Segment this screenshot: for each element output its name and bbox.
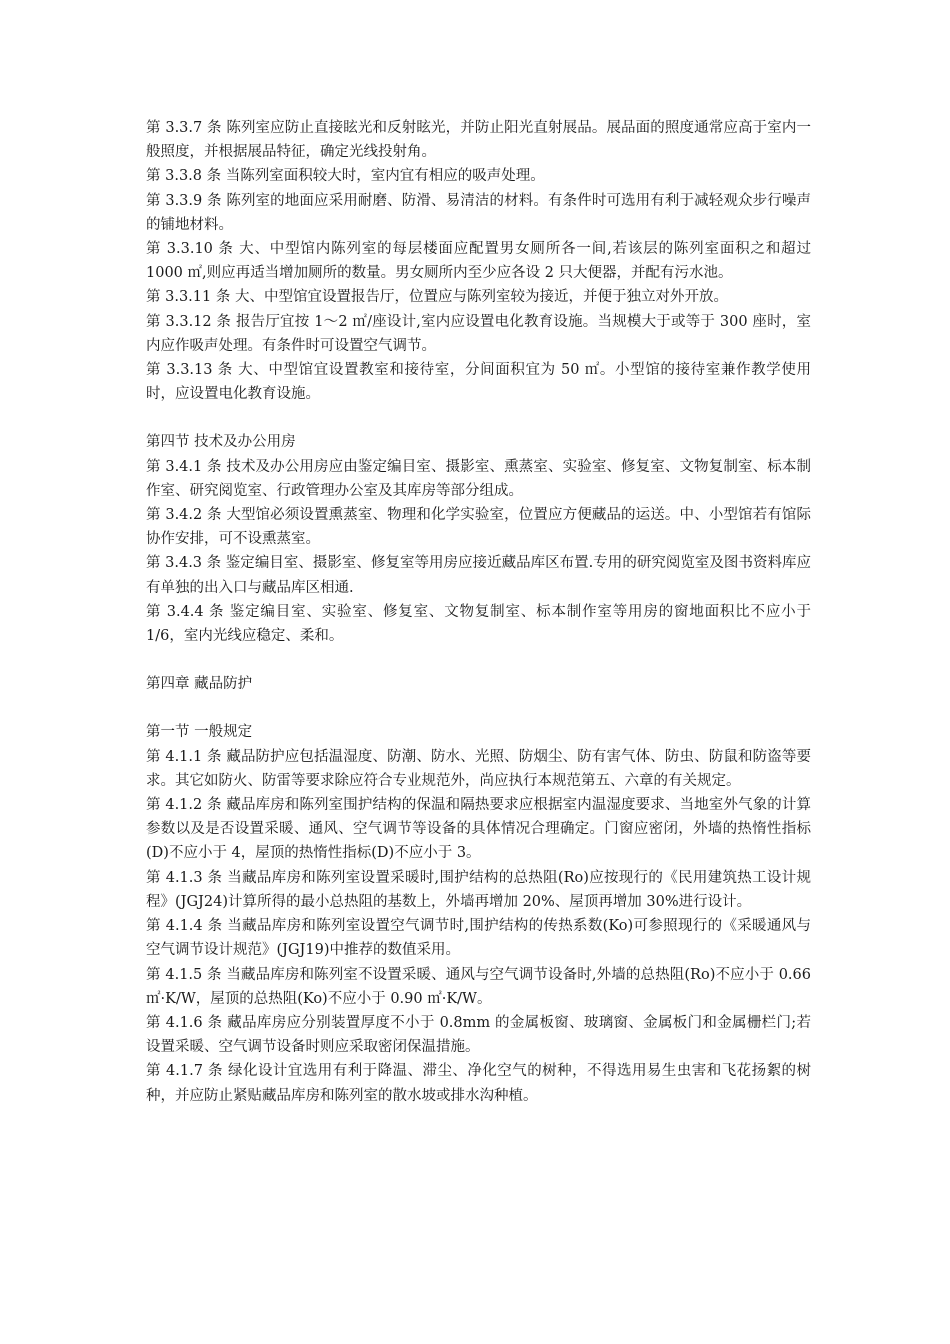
clause-4-1-6: 第 4.1.6 条 藏品库房应分别装置厚度不小于 0.8mm 的金属板窗、玻璃窗、金属板门和金属栅栏门;若设置采暖、空气调节设备时则应采取密闭保温措施。	[146, 1014, 811, 1056]
clause-4-1-4: 第 4.1.4 条 当藏品库房和陈列室设置空气调节时,围护结构的传热系数(Ko)可参照现行的《采暖通风与空气调节设计规范》(JGJ19)中推荐的数值采用。	[146, 918, 811, 959]
section-heading-1: 第一节 一般规定	[146, 724, 253, 741]
clause-4-1-1: 第 4.1.1 条 藏品防护应包括温湿度、防潮、防水、光照、防烟尘、防有害气体、防虫、防鼠和防盗等要求。其它如防火、防雷等要求除应符合专业规范外，尚应执行本规范第五、六章的有关规定。	[146, 748, 811, 789]
clause-3-3-9: 第 3.3.9 条 陈列室的地面应采用耐磨、防滑、易清洁的材料。有条件时可选用有利于减轻观众步行噪声的铺地材料。	[146, 192, 811, 233]
document-page	[146, 116, 811, 1108]
clause-3-3-10: 第 3.3.10 条 大、中型馆内陈列室的每层楼面应配置男女厕所各一间,若该层的陈列室面积之和超过 1000 ㎡,则应再适当增加厕所的数量。男女厕所内至少应各设 2 只大便器，并配有污水池。	[146, 241, 811, 282]
clause-3-3-13: 第 3.3.13 条 大、中型馆宜设置教室和接待室，分间面积宜为 50 ㎡。小型馆的接待室兼作教学使用时，应设置电化教育设施。	[146, 362, 811, 403]
clause-4-1-2: 第 4.1.2 条 藏品库房和陈列室围护结构的保温和隔热要求应根据室内温湿度要求、当地室外气象的计算参数以及是否设置采暖、通风、空气调节等设备的具体情况合理确定。门窗应密闭，外墙的热惰性指标(D)不应小于 4，屋顶的热惰性指标(D)不应小于 3。	[146, 797, 811, 862]
chapter-heading-4: 第四章 藏品防护	[146, 676, 253, 693]
clause-3-3-8: 第 3.3.8 条 当陈列室面积较大时，室内宜有相应的吸声处理。	[146, 168, 545, 185]
clause-3-3-12: 第 3.3.12 条 报告厅宜按 1～2 ㎡/座设计,室内应设置电化教育设施。当规模大于或等于 300 座时，室内应作吸声处理。有条件时可设置空气调节。	[146, 313, 811, 354]
clause-3-3-11: 第 3.3.11 条 大、中型馆宜设置报告厅，位置应与陈列室较为接近，并便于独立对外开放。	[146, 289, 728, 306]
clause-3-4-1: 第 3.4.1 条 技术及办公用房应由鉴定编目室、摄影室、熏蒸室、实验室、修复室、文物复制室、标本制作室、研究阅览室、行政管理办公室及其库房等部分组成。	[146, 458, 811, 499]
section-heading-4: 第四节 技术及办公用房	[146, 434, 296, 451]
clause-3-4-2: 第 3.4.2 条 大型馆必须设置熏蒸室、物理和化学实验室，位置应方便藏品的运送。中、小型馆若有馆际协作安排，可不设熏蒸室。	[146, 507, 811, 548]
clause-4-1-7: 第 4.1.7 条 绿化设计宜选用有利于降温、滞尘、净化空气的树种，不得选用易生虫害和飞花扬絮的树种，并应防止紧贴藏品库房和陈列室的散水坡或排水沟种植。	[146, 1063, 811, 1104]
clause-4-1-5: 第 4.1.5 条 当藏品库房和陈列室不设置采暖、通风与空气调节设备时,外墙的总热阻(Ro)不应小于 0.66 ㎡·K/W，屋顶的总热阻(Ko)不应小于 0.90 ㎡·K/W。	[146, 966, 811, 1007]
clause-3-4-3: 第 3.4.3 条 鉴定编目室、摄影室、修复室等用房应接近藏品库区布置.专用的研究阅览室及图书资料库应有单独的出入口与藏品库区相通.	[146, 555, 811, 596]
clause-3-3-7: 第 3.3.7 条 陈列室应防止直接眩光和反射眩光，并防止阳光直射展品。展品面的照度通常应高于室内一般照度，并根据展品特征，确定光线投射角。	[146, 120, 811, 161]
clause-3-4-4: 第 3.4.4 条 鉴定编目室、实验室、修复室、文物复制室、标本制作室等用房的窗地面积比不应小于 1/6，室内光线应稳定、柔和。	[146, 603, 811, 645]
clause-4-1-3: 第 4.1.3 条 当藏品库房和陈列室设置采暖时,围护结构的总热阻(Ro)应按现行的《民用建筑热工设计规程》(JGJ24)计算所得的最小总热阻的基数上，外墙再增加 20%、屋顶再增加 30%进行设计。	[146, 869, 811, 910]
